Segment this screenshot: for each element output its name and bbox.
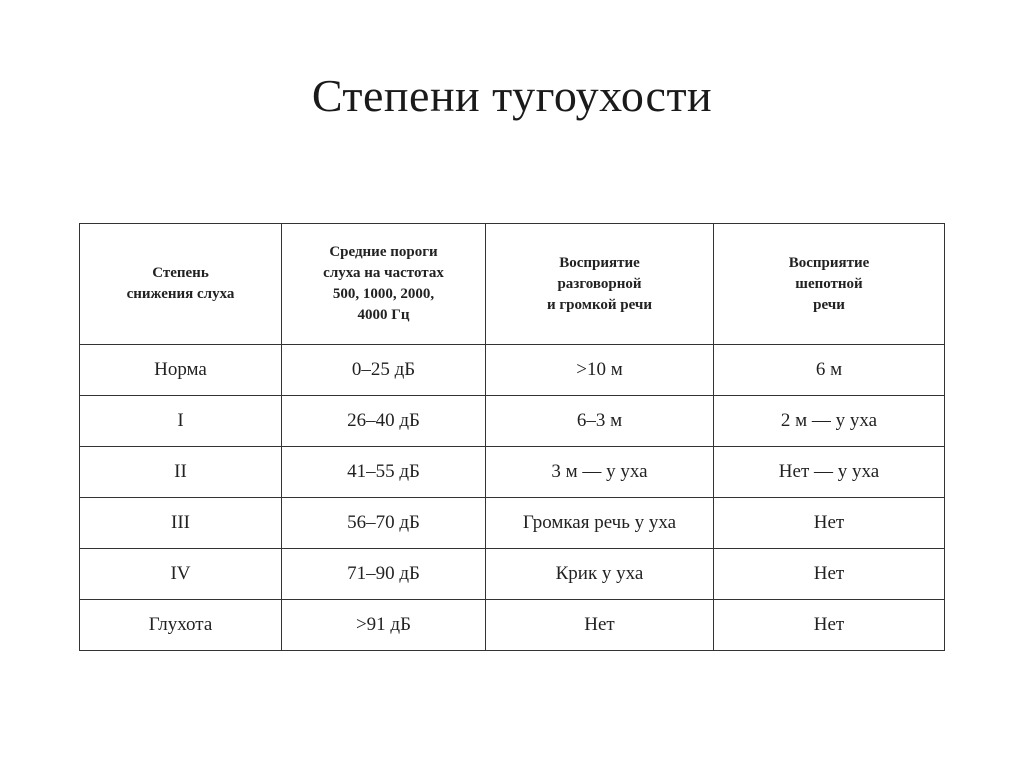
cell-whisper: Нет bbox=[714, 498, 945, 549]
cell-speech: Громкая речь у уха bbox=[486, 498, 714, 549]
cell-threshold: 71–90 дБ bbox=[282, 549, 486, 600]
cell-threshold: 26–40 дБ bbox=[282, 396, 486, 447]
page-title: Степени тугоухости bbox=[311, 70, 713, 121]
table-row bbox=[80, 447, 945, 498]
cell-speech: >10 м bbox=[486, 345, 714, 396]
cell-degree: Норма bbox=[80, 345, 282, 396]
cell-threshold: 0–25 дБ bbox=[282, 345, 486, 396]
cell-speech: Нет bbox=[486, 600, 714, 651]
cell-degree: Глухота bbox=[80, 600, 282, 651]
cell-speech: 6–3 м bbox=[486, 396, 714, 447]
cell-degree: I bbox=[80, 396, 282, 447]
table-row bbox=[80, 396, 945, 447]
cell-threshold: >91 дБ bbox=[282, 600, 486, 651]
cell-threshold: 56–70 дБ bbox=[282, 498, 486, 549]
cell-whisper: Нет bbox=[714, 549, 945, 600]
cell-degree: III bbox=[80, 498, 282, 549]
table-row bbox=[80, 549, 945, 600]
cell-speech: Крик у уха bbox=[486, 549, 714, 600]
cell-degree: II bbox=[80, 447, 282, 498]
cell-whisper: 6 м bbox=[714, 345, 945, 396]
table-row bbox=[80, 600, 945, 651]
cell-whisper: 2 м — у уха bbox=[714, 396, 945, 447]
cell-speech: 3 м — у уха bbox=[486, 447, 714, 498]
table-header-row bbox=[80, 224, 945, 345]
header-degree: Степень снижения слуха bbox=[80, 224, 282, 345]
cell-degree: IV bbox=[80, 549, 282, 600]
hearing-loss-table bbox=[79, 223, 945, 651]
cell-whisper: Нет bbox=[714, 600, 945, 651]
header-speech-perception: Восприятие разговорной и громкой речи bbox=[486, 224, 714, 345]
table-row bbox=[80, 345, 945, 396]
cell-whisper: Нет — у уха bbox=[714, 447, 945, 498]
cell-threshold: 41–55 дБ bbox=[282, 447, 486, 498]
header-whisper-perception: Восприятие шепотной речи bbox=[714, 224, 945, 345]
table-row bbox=[80, 498, 945, 549]
header-threshold: Средние пороги слуха на частотах 500, 1000, 2000, 4000 Гц bbox=[282, 224, 486, 345]
